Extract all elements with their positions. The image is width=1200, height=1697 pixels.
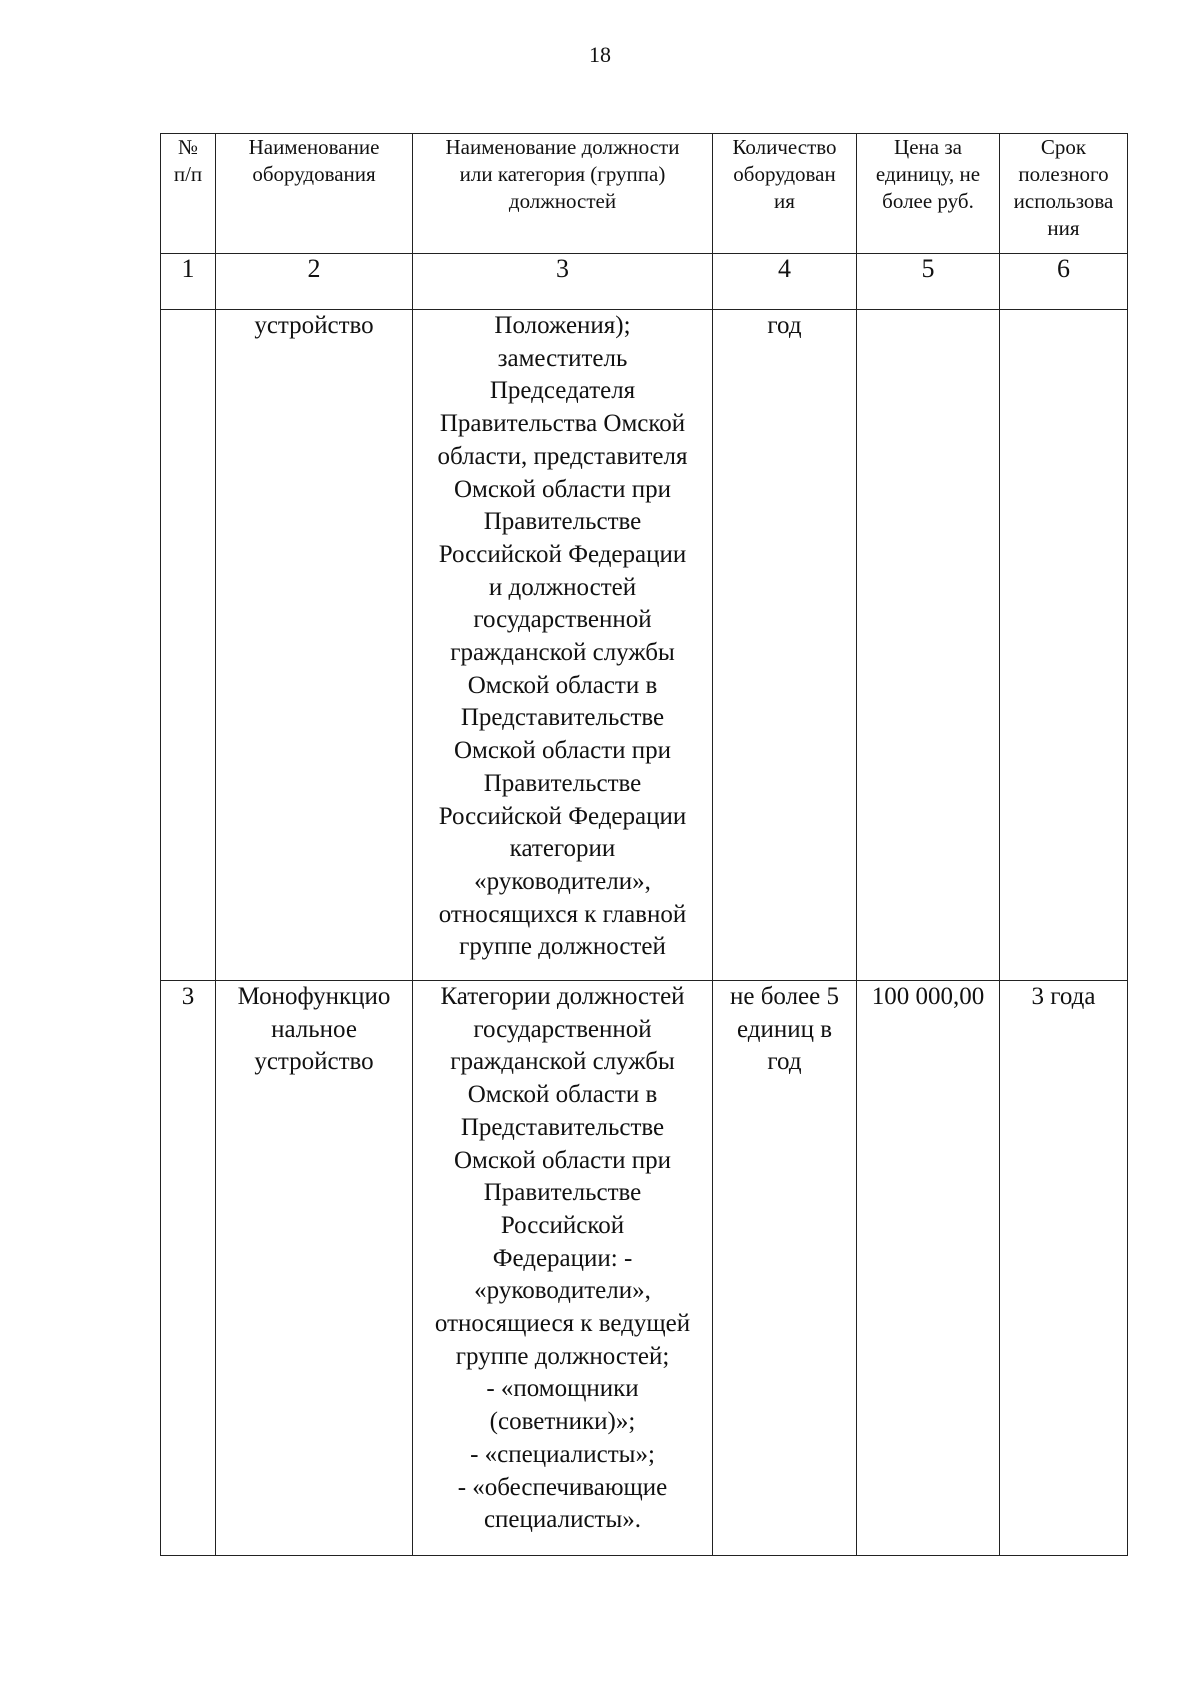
cell-equipment: устройство bbox=[216, 310, 413, 981]
header-unit-price: Цена за единицу, не более руб. bbox=[857, 134, 1000, 254]
column-number: 3 bbox=[413, 254, 713, 310]
column-number: 1 bbox=[161, 254, 216, 310]
header-position-category: Наименование должности или категория (группа) должностей bbox=[413, 134, 713, 254]
equipment-table bbox=[160, 133, 1128, 1556]
cell-position: Категории должностей государственной гражданской службы Омской области в Представительстве Омской области при Правительстве Российской Федерации: - «руководители», относящиеся к ведущей группе должностей; - «помощники (советники)»; - «специалисты»; - «обеспечивающие специалисты». bbox=[413, 981, 713, 1556]
column-number: 5 bbox=[857, 254, 1000, 310]
page-number: 18 bbox=[589, 42, 611, 67]
header-equipment-name: Наименование оборудования bbox=[216, 134, 413, 254]
table-row bbox=[161, 981, 1128, 1556]
cell-number bbox=[161, 310, 216, 981]
cell-position: Положения); заместитель Председателя Правительства Омской области, представителя Омской области при Правительстве Российской Федерации и должностей государственной гражданской службы Омской области в Представительстве Омской области при Правительстве Российской Федерации категории «руководители», относящихся к главной группе должностей bbox=[413, 310, 713, 981]
header-useful-life: Срок полезного использова ния bbox=[1000, 134, 1128, 254]
column-number: 4 bbox=[713, 254, 857, 310]
column-number: 2 bbox=[216, 254, 413, 310]
cell-term: 3 года bbox=[1000, 981, 1128, 1556]
column-number-row bbox=[161, 254, 1128, 310]
table-header-row bbox=[161, 134, 1128, 254]
column-number: 6 bbox=[1000, 254, 1128, 310]
header-number: № п/п bbox=[161, 134, 216, 254]
cell-price: 100 000,00 bbox=[857, 981, 1000, 1556]
table-row bbox=[161, 310, 1128, 981]
header-quantity: Количество оборудован ия bbox=[713, 134, 857, 254]
cell-quantity: не более 5 единиц в год bbox=[713, 981, 857, 1556]
cell-term bbox=[1000, 310, 1128, 981]
cell-quantity: год bbox=[713, 310, 857, 981]
cell-number: 3 bbox=[161, 981, 216, 1556]
cell-equipment: Монофункцио нальное устройство bbox=[216, 981, 413, 1556]
cell-price bbox=[857, 310, 1000, 981]
